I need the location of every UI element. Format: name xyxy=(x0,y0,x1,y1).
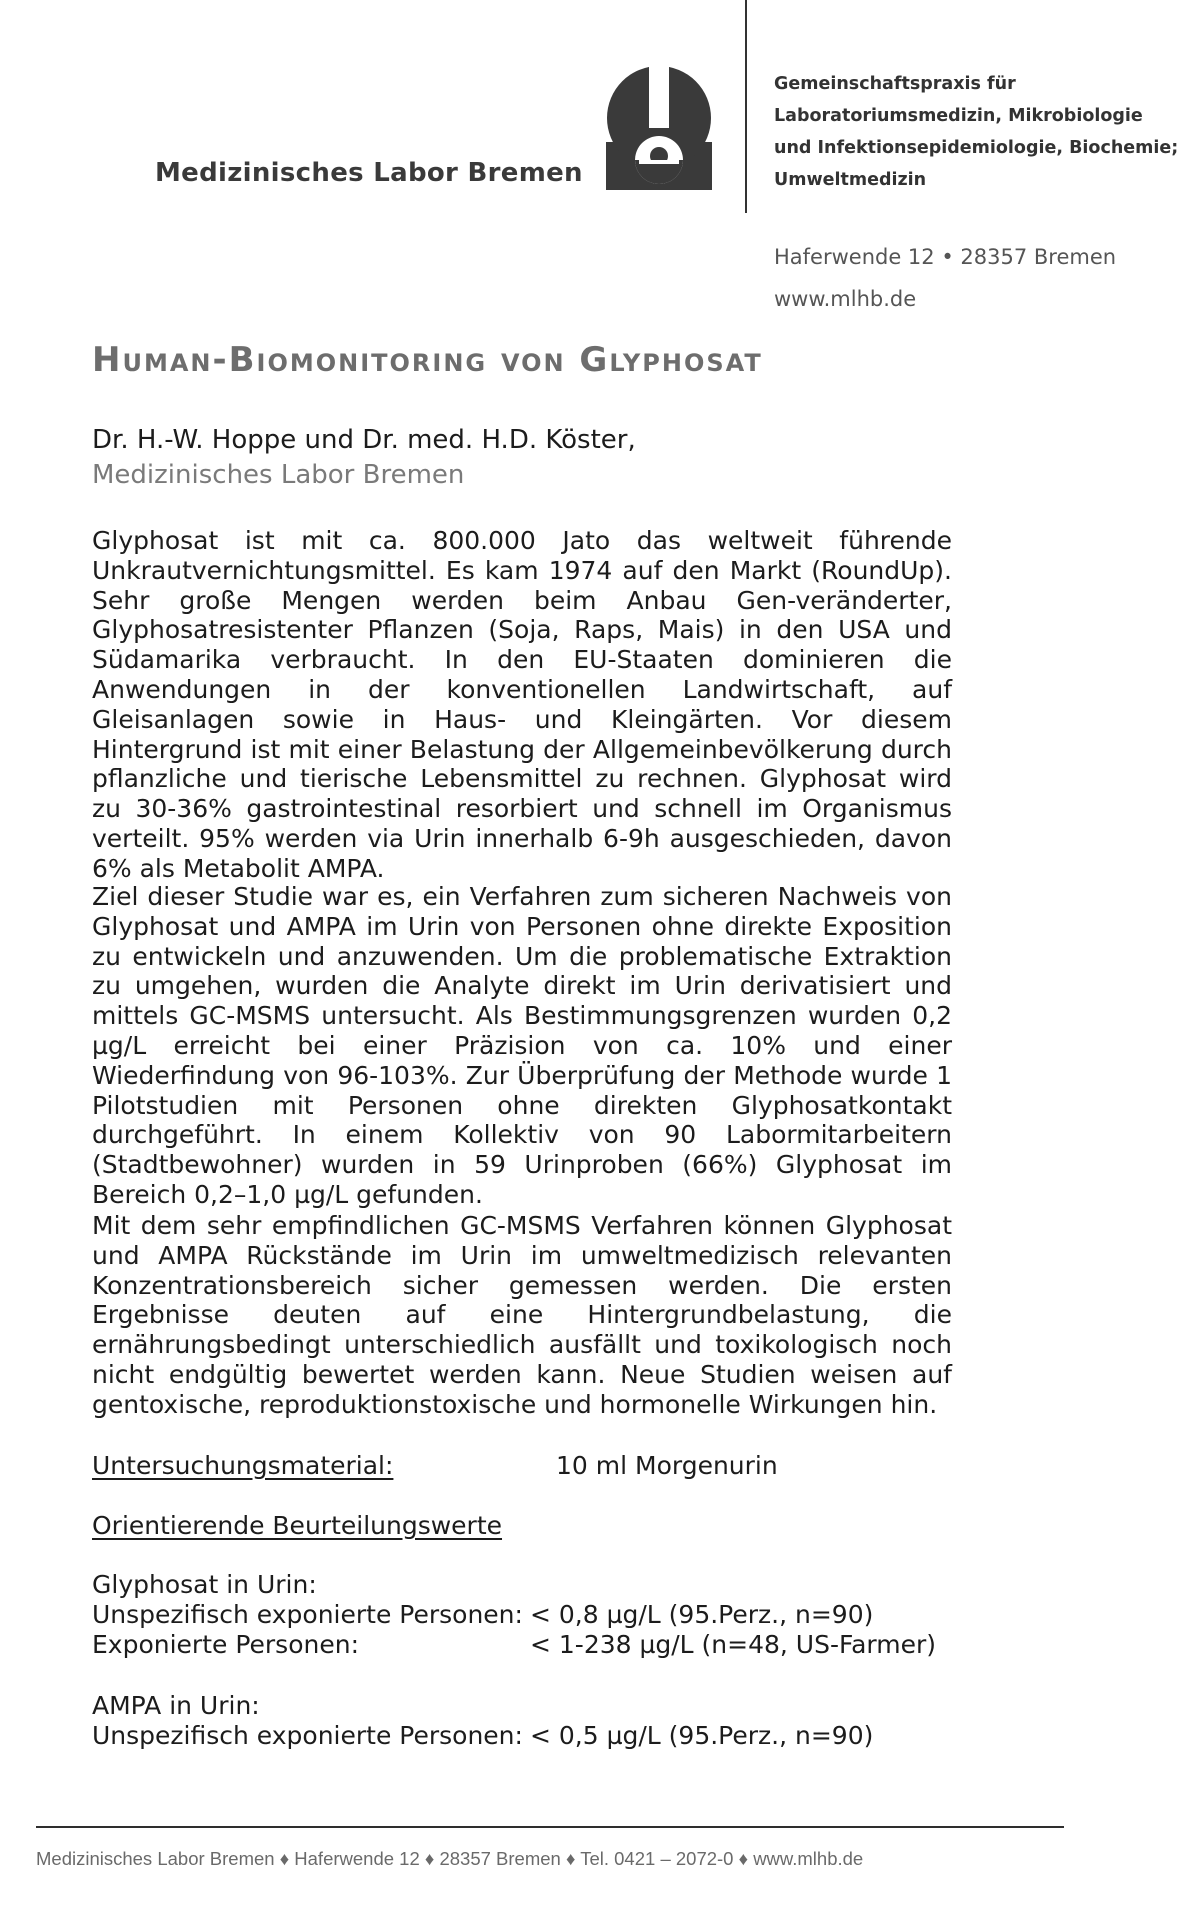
material-value: 10 ml Morgenurin xyxy=(556,1451,778,1480)
assessment-heading: Orientierende Beurteilungswerte xyxy=(92,1511,503,1540)
street-address: Haferwende 12 • 28357 Bremen xyxy=(774,245,1117,269)
material-label: Untersuchungsmaterial: xyxy=(92,1451,394,1480)
practice-line: Gemeinschaftspraxis für xyxy=(774,74,1016,94)
footer-divider xyxy=(36,1826,1064,1828)
glyphosat-row-label: Exponierte Personen: xyxy=(92,1630,359,1659)
author-names: Dr. H.-W. Hoppe und Dr. med. H.D. Köster, xyxy=(92,425,636,455)
practice-line: und Infektionsepidemiologie, Biochemie; xyxy=(774,138,1179,158)
glyphosat-row-value: < 1-238 µg/L (n=48, US-Farmer) xyxy=(530,1630,937,1659)
practice-line: Laboratoriumsmedizin, Mikrobiologie xyxy=(774,106,1143,126)
ampa-heading: AMPA in Urin: xyxy=(92,1691,260,1720)
address-block xyxy=(774,236,1116,320)
flask-logo-icon xyxy=(604,56,714,192)
paragraph-conclusion: Mit dem sehr empfindlichen GC-MSMS Verfahren können Glyphosat und AMPA Rückstände im Urin im umweltmedizisch relevanten Konzentrationsbereich sicher gemessen werden. Die ersten Ergebnisse deuten auf eine Hintergrundbelastung, die ernährungsbedingt unterschiedlich ausfällt und toxikologisch noch nicht endgültig bewertet werden kann. Neue Studien weisen auf gentoxische, reproduktionstoxische und hormonelle Wirkungen hin. xyxy=(92,1211,952,1419)
paragraph-intro: Glyphosat ist mit ca. 800.000 Jato das weltweit führende Unkrautvernichtungsmittel. Es kam 1974 auf den Markt (RoundUp). Sehr große Mengen werden beim Anbau Gen-veränderter, Glyphosatresistenter Pflanzen (Soja, Raps, Mais) in den USA und Südamarika verbraucht. In den EU-Staaten dominieren die Anwendungen in der konventionellen Landwirtschaft, auf Gleisanlagen sowie in Haus- und Kleingärten. Vor diesem Hintergrund ist mit einer Belastung der Allgemeinbevölkerung durch pflanzliche und tierische Lebensmittel zu rechnen. Glyphosat wird zu 30-36% gastrointestinal resorbiert und schnell im Organismus verteilt. 95% werden via Urin innerhalb 6-9h ausgeschieden, davon 6% als Metabolit AMPA. xyxy=(92,526,952,883)
paragraph-study: Ziel dieser Studie war es, ein Verfahren zum sicheren Nachweis von Glyphosat und AMPA im Urin von Personen ohne direkte Exposition zu entwickeln und anzuwenden. Um die problematische Extraktion zu umgehen, wurden die Analyte direkt im Urin derivatisiert und mittels GC-MSMS untersucht. Als Bestimmungsgrenzen wurden 0,2 µg/L erreicht bei einer Präzision von ca. 10% und einer Wiederfindung von 96-103%. Zur Überprüfung der Methode wurde 1 Pilotstudien mit Personen ohne direkten Glyphosatkontakt durchgeführt. In einem Kollektiv von 90 Labormitarbeitern (Stadtbewohner) wurden in 59 Urinproben (66%) Glyphosat im Bereich 0,2–1,0 µg/L gefunden. xyxy=(92,882,952,1209)
website-link[interactable]: www.mlhb.de xyxy=(774,287,917,311)
footer-contact: Medizinisches Labor Bremen ♦ Haferwende 12 ♦ 28357 Bremen ♦ Tel. 0421 – 2072-0 ♦ www.mlhb.de xyxy=(36,1848,864,1869)
practice-line: Umweltmedizin xyxy=(774,170,927,190)
lab-name: Medizinisches Labor Bremen xyxy=(155,158,583,188)
glyphosat-heading: Glyphosat in Urin: xyxy=(92,1570,317,1599)
glyphosat-row-label: Unspezifisch exponierte Personen: xyxy=(92,1600,523,1629)
practice-description xyxy=(774,68,1178,196)
letterhead-divider xyxy=(745,0,747,213)
document-title: Human-Biomonitoring von Glyphosat xyxy=(92,340,763,380)
ampa-row-label: Unspezifisch exponierte Personen: xyxy=(92,1721,523,1750)
glyphosat-row-value: < 0,8 µg/L (95.Perz., n=90) xyxy=(530,1600,874,1629)
author-institution: Medizinisches Labor Bremen xyxy=(92,460,465,490)
authors-block xyxy=(92,423,636,493)
ampa-row-value: < 0,5 µg/L (95.Perz., n=90) xyxy=(530,1721,874,1750)
